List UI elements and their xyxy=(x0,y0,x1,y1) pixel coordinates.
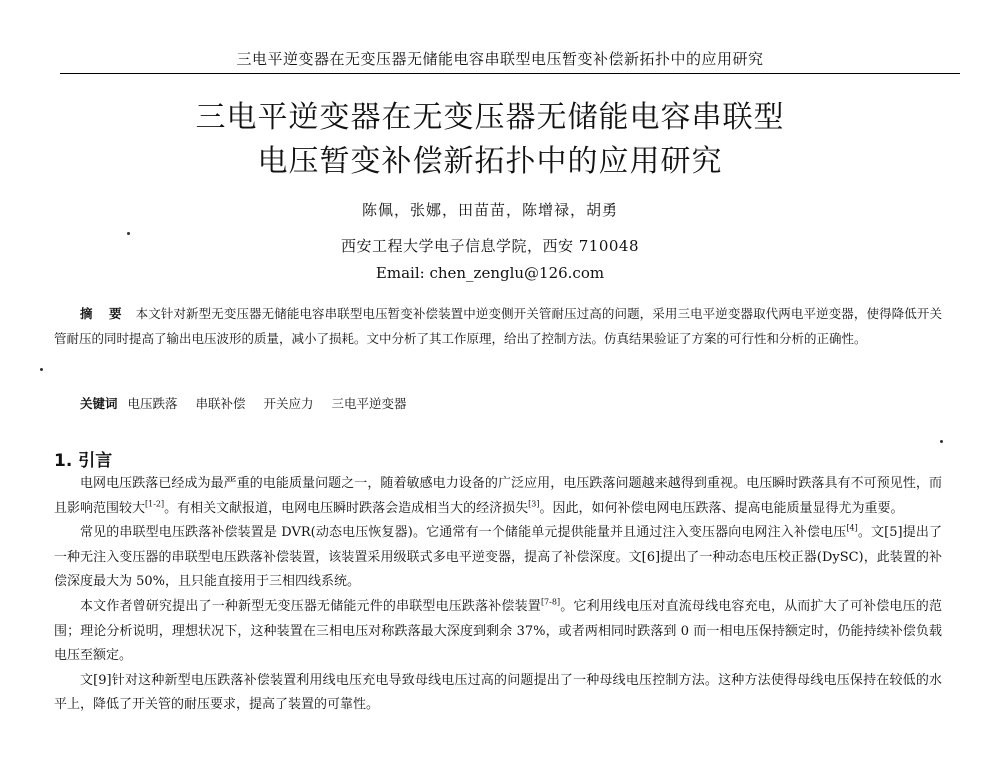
paper-title xyxy=(60,96,920,184)
citation: [4] xyxy=(846,523,858,533)
header-rule xyxy=(60,73,960,74)
running-header: 三电平逆变器在无变压器无储能电容串联型电压暂变补偿新拓扑中的应用研究 xyxy=(236,50,764,68)
abstract-text: 本文针对新型无变压器无储能电容串联型电压暂变补偿装置中逆变侧开关管耐压过高的问题，采用三电平逆变器取代两电平逆变器，使得降低开关管耐压的同时提高了输出电压波形的质量，减小了损耗。文中分析了其工作原理，给出了控制方法。仿真结果验证了方案的可行性和分析的正确性。 xyxy=(54,306,942,346)
paragraph xyxy=(54,472,942,521)
scan-artifact xyxy=(127,232,130,235)
title-line-2: 电压暂变补偿新拓扑中的应用研究 xyxy=(257,144,723,179)
email: Email: chen_zenglu@126.com xyxy=(375,264,605,282)
affiliation: 西安工程大学电子信息学院，西安 710048 xyxy=(340,237,640,255)
paragraph xyxy=(54,521,942,595)
abstract-label: 摘 要 xyxy=(80,306,128,321)
paragraph-text: 文[9]针对这种新型电压跌落补偿装置利用线电压充电导致母线电压过高的问题提出了一种母线电压控制方法。这种方法使得母线电压保持在较低的水平上，降低了开关管的耐压要求，提高了装置的可靠性。 xyxy=(54,672,942,713)
citation: [3] xyxy=(528,499,540,509)
paragraph xyxy=(54,669,942,718)
citation: [1-2] xyxy=(145,499,165,509)
keyword: 电压跌落 xyxy=(127,396,178,411)
paragraph-text: 。它利用线电压对直流母线电容充电，从而扩大了可补偿电压的范围；理论分析说明，理想状况下，这种装置在三相电压对称跌落最大深度到剩余 37%，或者两相同时跌落到 0 而一相电压保持额定时，仍能持续补偿负载电压至额定。 xyxy=(54,598,942,664)
section-heading-introduction: 1. 引言 xyxy=(54,451,113,471)
paragraph xyxy=(54,595,942,669)
paragraph-text: 常见的串联型电压跌落补偿装置是 DVR(动态电压恢复器)。它通常有一个储能单元提供能量并且通过注入变压器向电网注入补偿电压 xyxy=(80,525,847,541)
keywords xyxy=(80,394,940,412)
keywords-label: 关键词 xyxy=(80,396,118,411)
scan-artifact xyxy=(40,368,43,371)
paragraph-text: 电网电压跌落已经成为最严重的电能质量问题之一，随着敏感电力设备的广泛应用，电压跌落问题越来越得到重视。电压瞬时跌落具有不可预见性，而且影响范围较大 xyxy=(54,476,942,516)
scan-artifact xyxy=(940,440,943,443)
paragraph-text: 。因此，如何补偿电网电压跌落、提高电能质量显得尤为重要。 xyxy=(539,500,904,516)
keyword: 串联补偿 xyxy=(195,396,246,411)
citation: [7-8] xyxy=(540,597,561,607)
title-line-1: 三电平逆变器在无变压器无储能电容串联型 xyxy=(195,100,785,135)
paragraph-text: 本文作者曾研究提出了一种新型无变压器无储能元件的串联型电压跌落补偿装置 xyxy=(80,598,541,614)
keyword: 三电平逆变器 xyxy=(331,396,407,411)
paragraph-text: 。文[5]提出了一种无注入变压器的串联型电压跌落补偿装置，该装置采用级联式多电平逆变器，提高了补偿深度。文[6]提出了一种动态电压校正器(DySC)，此装置的补偿深度最大为 50%，且只能直接用于三相四线系统。 xyxy=(54,525,942,590)
authors: 陈佩，张娜，田苗苗，陈增禄，胡勇 xyxy=(361,201,618,219)
paragraph-text: 。有相关文献报道，电网电压瞬时跌落会造成相当大的经济损失 xyxy=(164,500,529,516)
introduction-body xyxy=(54,472,942,718)
abstract xyxy=(54,302,942,351)
keyword: 开关应力 xyxy=(263,396,314,411)
